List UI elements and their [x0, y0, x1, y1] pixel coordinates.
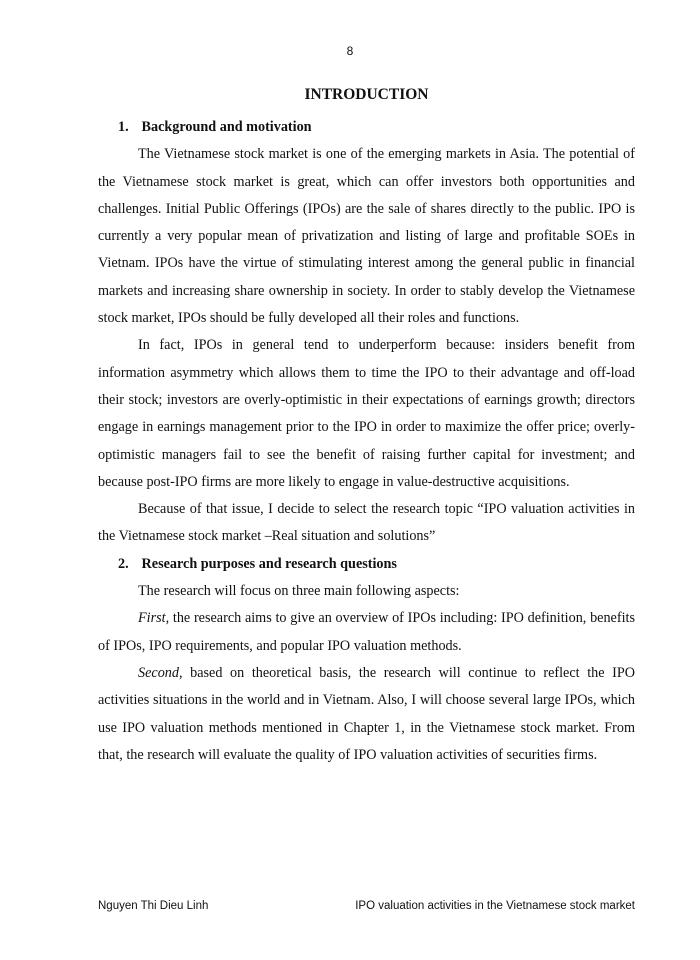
paragraph-text: the research aims to give an overview of IPOs including: IPO definition, benefits of IPOs, IPO requirements, and popular IPO valuation methods.: [98, 610, 635, 654]
lead-word: Second: [138, 664, 179, 681]
paragraph: The Vietnamese stock market is one of the emerging markets in Asia. The potential of the Vietnamese stock market is great, which can offer investors both opportunities and challenges. Initial Public Offerings (IPOs) are the sale of shares directly to the public. IPO is currently a very popular mean of privatization and listing of large and profitable SOEs in Vietnam. IPOs have the virtue of stimulating interest among the general public in financial markets and increasing share ownership in society. In order to stably develop the Vietnamese stock market, IPOs should be fully developed all their roles and functions.: [98, 146, 635, 327]
footer-document-title: IPO valuation activities in the Vietnamese stock market: [355, 900, 635, 912]
section-number: 1.: [118, 119, 129, 135]
paragraph: Because of that issue, I decide to select the research topic “IPO valuation activities in the Vietnamese stock market –Real situation and solutions”: [98, 501, 635, 545]
paragraph: The research will focus on three main following aspects:: [138, 583, 460, 600]
paragraph: [98, 605, 635, 660]
page-title: INTRODUCTION: [304, 86, 429, 103]
footer-author: Nguyen Thi Dieu Linh: [98, 900, 209, 912]
page-number: 8: [346, 44, 354, 58]
paragraph: [98, 660, 635, 769]
paragraph-text: , based on theoretical basis, the research will continue to reflect the IPO activities situations in the world and in Vietnam. Also, I will choose several large IPOs, which use IPO valuation methods mentioned in Chapter 1, in the Vietnamese stock market. From that, the research will evaluate the quality of IPO valuation activities of securities firms.: [98, 664, 635, 763]
section-number: 2.: [118, 555, 129, 572]
document-body: [98, 114, 635, 769]
section-heading-text: Background and motivation: [141, 119, 312, 135]
paragraph: In fact, IPOs in general tend to underperform because: insiders benefit from information asymmetry which allows them to time the IPO to their advantage and off-load their stock; investors are overly-optimistic in their expectations of earnings growth; directors engage in earnings management prior to the IPO in order to maximize the offer price; overly-optimistic managers fail to see the benefit of raising further capital for investment; and because post-IPO firms are more likely to engage in value-destructive acquisitions.: [98, 337, 635, 490]
lead-word: First,: [138, 610, 170, 627]
section-heading-text: Research purposes and research questions: [141, 555, 397, 572]
section-heading-research: [98, 551, 635, 578]
section-heading-background: [98, 114, 635, 141]
page-footer: [98, 900, 635, 912]
